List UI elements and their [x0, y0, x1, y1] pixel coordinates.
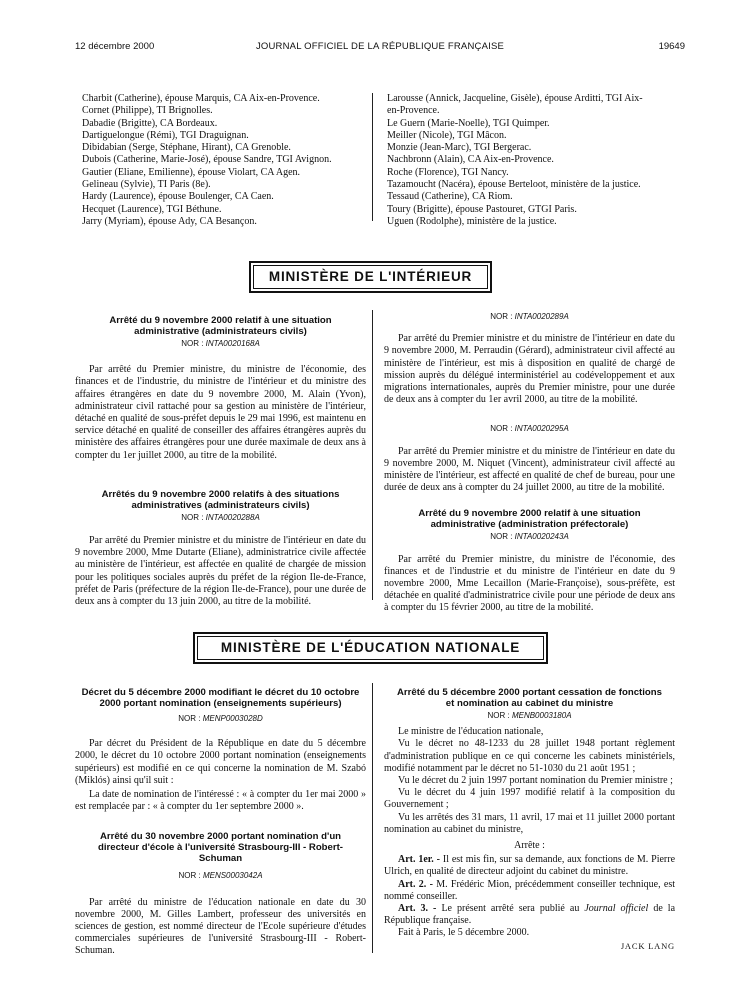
- list-item: Nachbronn (Alain), CA Aix-en-Provence.: [387, 154, 554, 166]
- article-title: Arrêté du 9 novembre 2000 relatif à une situation administrative (administration préfectorale): [418, 508, 641, 531]
- nor-code: INTA0020295A: [514, 424, 569, 434]
- nor-code: MENP0003028D: [202, 714, 263, 723]
- article-2-label: Art. 2. -: [398, 878, 433, 890]
- article-title: Décret du 5 décembre 2000 modifiant le décret du 10 octobre 2000 portant nomination (enseignements supérieurs): [81, 687, 360, 709]
- list-item: Gautier (Eliane, Emilienne), épouse Violart, CA Agen.: [82, 166, 301, 178]
- column-divider: [372, 93, 373, 221]
- nor-label: NOR :: [490, 424, 513, 434]
- article-1: [384, 854, 675, 878]
- nor-label: NOR :: [181, 339, 204, 348]
- nor-reference: [384, 311, 675, 323]
- article-3-text-a: Le présent arrêté sera publié au: [441, 903, 585, 915]
- list-item: Toury (Brigitte), épouse Pastouret, GTGI Paris.: [387, 203, 577, 215]
- article-2: [384, 879, 675, 903]
- article-text: Par arrêté du Premier ministre et du ministre de l'intérieur en date du 9 novembre 2000, M. Niquet (Vincent), administrateur civil affecté au ministère de l'intérieur, est affecté en qualité de chef de bureau, pour une durée de deux ans à compter du 24 juillet 2000, au titre de la mobilité.: [384, 445, 675, 494]
- article-3: [384, 903, 675, 927]
- interieur-left-column: [75, 315, 366, 608]
- education-left-column: [75, 687, 366, 958]
- nor-reference: [384, 531, 675, 543]
- list-item: Hardy (Laurence), épouse Boulenger, CA Caen.: [82, 191, 274, 203]
- header-page-number: 19649: [658, 41, 685, 52]
- list-item: Vu le décret du 4 juin 1997 modifié relatif à la composition du Gouvernement ;: [384, 787, 675, 811]
- column-divider: [372, 683, 373, 953]
- nor-code: INTA0020243A: [514, 532, 569, 542]
- list-item: Dubois (Catherine, Marie-José), épouse Sandre, TGI Avignon.: [82, 154, 332, 166]
- list-item: Dibidabian (Serge, Stéphane, Hirant), CA Grenoble.: [82, 142, 291, 154]
- article-text: La date de nomination de l'intéressé : « à compter du 1er mai 2000 » est remplacée par : « à compter du 1er septembre 2000 ».: [75, 789, 366, 813]
- ministry-education-box: [193, 632, 548, 664]
- article-text: Par décret du Président de la République en date du 5 décembre 2000, le décret du 10 octobre 2000 portant nomination (enseignements supérieurs) est modifié en ce qui concerne la nomination de M. Szabó (Miklós) ainsi qu'il suit :: [75, 738, 366, 786]
- nor-reference: [75, 512, 366, 524]
- nor-reference: [384, 423, 675, 435]
- article-3-journal-officiel: Journal officiel: [584, 903, 649, 915]
- list-item: Larousse (Annick, Jacqueline, Gisèle), épouse Arditti, TGI Aix-: [387, 93, 643, 104]
- article-1-label: Art. 1er. -: [398, 854, 440, 866]
- nor-label: NOR :: [178, 714, 201, 723]
- list-item: Le Guern (Marie-Noelle), TGI Quimper.: [387, 117, 550, 129]
- article-1-text: Il est mis fin, sur sa demande, aux fonctions de M. Pierre Ulrich, en qualité de directeur adjoint du cabinet du ministre.: [384, 854, 676, 878]
- article-title: Arrêté du 30 novembre 2000 portant nomination d'un directeur d'école à l'université Strasbourg-III - Robert-Schuman: [98, 831, 343, 865]
- article-text: Par arrêté du ministre de l'éducation nationale en date du 30 novembre 2000, M. Gilles Lambert, professeur des universités en sciences de gestion, est nommé directeur de l'Ecole supérieure d'études commerciales supérieures de l'université Strasbourg-III - Robert-Schuman.: [75, 896, 366, 957]
- arrete-label: Arrête :: [514, 840, 545, 852]
- names-list-left: [82, 93, 372, 228]
- list-item: Le ministre de l'éducation nationale,: [398, 726, 544, 738]
- nor-reference: [75, 338, 366, 350]
- nor-code: MENB0003180A: [511, 711, 572, 720]
- article-text: Par arrêté du Premier ministre et du ministre de l'intérieur en date du 9 novembre 2000, M. Perraudin (Gérard), administrateur civil affecté au ministère de l'intérieur, est mis à disposition en qualité de chargé de mission auprès du délégué interministériel au codéveloppement et aux migrations internationales, auprès du Premier ministre, pour une durée de deux ans à compter du 1er avril 2000, au titre de la mobilité.: [384, 333, 675, 406]
- list-item: Vu le décret du 2 juin 1997 portant nomination du Premier ministre ;: [398, 775, 673, 787]
- article-text: Par arrêté du Premier ministre et du ministre de l'intérieur en date du 9 novembre 2000, Mme Dutarte (Eliane), administratrice civile affectée au ministère de l'intérieur, est affectée en qualité de chargée de mission pour les politiques sociales auprès du préfet de la région Ile-de-France, préfet de Paris (préfecture de la région Ile-de-France), pour une durée de deux ans à compter du 13 juin 2000, au titre de la mobilité.: [75, 535, 366, 608]
- nor-code: MENS0003042A: [202, 871, 263, 881]
- nor-reference: [384, 710, 675, 722]
- nor-label: NOR :: [490, 312, 513, 321]
- list-item: Meiller (Nicole), TGI Mâcon.: [387, 129, 507, 141]
- article-3-text-b: de la République française.: [384, 903, 676, 927]
- article-title: Arrêté du 9 novembre 2000 relatif à une situation administrative (administrateurs civils): [109, 315, 332, 337]
- interieur-right-column: [384, 310, 675, 615]
- article-title: Arrêté du 5 décembre 2000 portant cessation de fonctions et nomination au cabinet du ministre: [397, 687, 662, 709]
- article-visas: [384, 726, 675, 836]
- list-item: Jarry (Myriam), épouse Ady, CA Besançon.: [82, 215, 257, 227]
- education-right-column: [384, 687, 675, 952]
- nor-code: INTA0020289A: [514, 312, 569, 321]
- nor-reference: [75, 870, 366, 882]
- nor-reference: [75, 713, 366, 725]
- header-date: 12 décembre 2000: [75, 41, 155, 52]
- column-divider: [372, 310, 373, 600]
- list-item: Vu les arrêtés des 31 mars, 11 avril, 17 mai et 11 juillet 2000 portant nomination au cabinet du ministre,: [384, 811, 675, 835]
- names-list-right: [387, 93, 677, 228]
- nor-code: INTA0020288A: [205, 512, 260, 522]
- page-header: [75, 41, 685, 55]
- article-title: Arrêtés du 9 novembre 2000 relatifs à des situations administratives (administrateurs civils): [101, 488, 340, 511]
- list-item: en-Provence.: [387, 105, 440, 117]
- ministry-education-title: MINISTÈRE DE L'ÉDUCATION NATIONALE: [197, 636, 544, 660]
- done-at: Fait à Paris, le 5 décembre 2000.: [398, 927, 530, 939]
- nor-label: NOR :: [490, 532, 513, 542]
- list-item: Uguen (Rodolphe), ministère de la justice.: [387, 215, 557, 227]
- ministry-interieur-title: MINISTÈRE DE L'INTÉRIEUR: [253, 265, 488, 289]
- header-title: JOURNAL OFFICIEL DE LA RÉPUBLIQUE FRANÇAISE: [255, 41, 505, 52]
- list-item: Vu le décret no 48-1233 du 28 juillet 1948 portant règlement d'administration publique en ce qui concerne les cabinets ministériels, modifié notamment par le décret no 51-1030 du 21 août 1951 ;: [384, 738, 675, 774]
- nor-label: NOR :: [181, 512, 204, 522]
- article-text: Par arrêté du Premier ministre, du ministre de l'économie, des finances et de l'industrie, du ministre de l'intérieur et du ministre des affaires étrangères en date du 9 novembre 2000, M. Alain (Yvon), administrateur civil rattaché pour sa gestion au ministère de l'intérieur, détaché en qualité de sous-préfet depuis le 29 mai 1996, est maintenu en service détaché en qualité de conseiller des affaires étrangères auprès du ministère des affaires étrangères pour une durée maximale de deux ans à compter du 1er juillet 2000, au titre de la mobilité.: [75, 364, 366, 461]
- list-item: Roche (Florence), TGI Nancy.: [387, 166, 509, 178]
- article-text: Par arrêté du Premier ministre, du ministre de l'économie, des finances et de l'industrie et du ministre de l'intérieur en date du 9 novembre 2000, Mme Lecaillon (Marie-Françoise), sous-préfète, est détachée en qualité d'administratrice civile pour une période de deux ans à compter du 15 février 2000, au titre de la mobilité.: [384, 553, 675, 614]
- nor-label: NOR :: [487, 711, 510, 720]
- list-item: Tazamoucht (Nacéra), épouse Berteloot, ministère de la justice.: [387, 179, 641, 191]
- article-2-text: M. Frédéric Mion, précédemment conseiller technique, est nommé conseiller.: [384, 878, 676, 902]
- list-item: Hecquet (Laurence), TGI Béthune.: [82, 203, 222, 215]
- list-item: Charbit (Catherine), épouse Marquis, CA Aix-en-Provence.: [82, 93, 320, 104]
- signature: JACK LANG: [620, 940, 675, 951]
- list-item: Monzie (Jean-Marc), TGI Bergerac.: [387, 142, 532, 154]
- nor-code: INTA0020168A: [205, 339, 260, 348]
- list-item: Gelineau (Sylvie), TI Paris (8e).: [82, 179, 211, 191]
- list-item: Cornet (Philippe), TI Brignolles.: [82, 105, 213, 117]
- list-item: Dartiguelongue (Rémi), TGI Draguignan.: [82, 129, 249, 141]
- nor-label: NOR :: [178, 871, 201, 881]
- ministry-interieur-box: [249, 261, 492, 293]
- article-3-label: Art. 3. -: [398, 903, 437, 915]
- list-item: Tessaud (Catherine), CA Riom.: [387, 191, 513, 203]
- list-item: Dabadie (Brigitte), CA Bordeaux.: [82, 117, 218, 129]
